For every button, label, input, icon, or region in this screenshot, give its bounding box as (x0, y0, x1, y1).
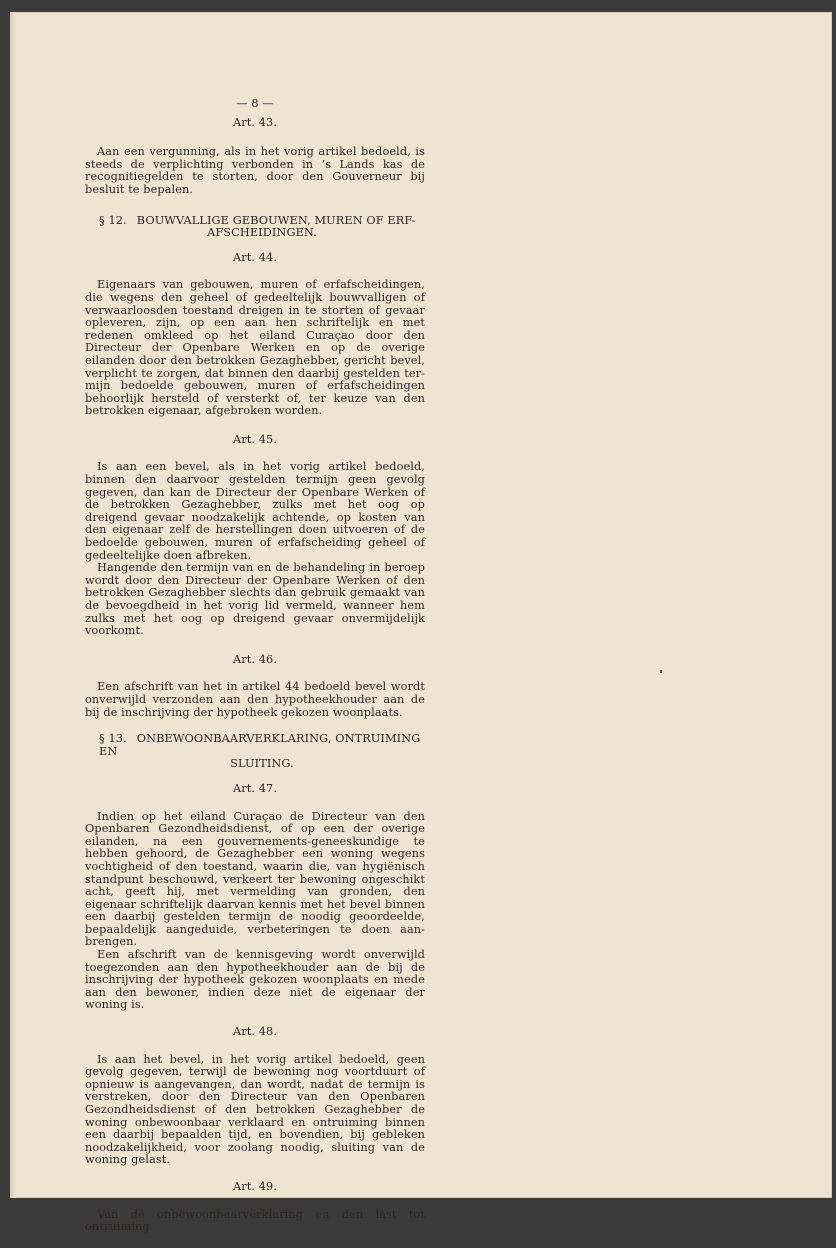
section-13-title-line-1: ONBEWOONBAARVERKLARING, ONTRUIMING EN (99, 732, 421, 758)
article-45-paragraph-2: Hangende den termijn van en de behandeling in beroep wordt door den Directeur der Openbare Werken of den betrokken Gezaghebber slechts dan gebruik gemaakt van de bevoegdheid in het vorig lid vermeld, wanneer hem zulks met het oog op dreigend gevaar onvermijdelijk voorkomt. (85, 561, 425, 638)
page-text-column (85, 98, 425, 1248)
scanned-page (10, 12, 832, 1234)
article-46-body (85, 681, 425, 719)
article-49-paragraph-1: Van de onbewoonbaarverklaring en den last tot ontruiming (85, 1207, 425, 1234)
article-45-heading: Art. 45. (232, 432, 278, 446)
article-45-body (85, 461, 425, 637)
article-46-heading: Art. 46. (232, 652, 278, 666)
article-43-heading: Art. 43. (232, 115, 278, 129)
article-48-paragraph-1: Is aan het bevel, in het vorig artikel bedoeld, geen gevolg gegeven, terwijl de bewoning nog voortduurt of opnieuw is aangevangen, dan wordt, nadat de termijn is verstreken, door den Directeur van den Openbaren Gezondheidsdienst of den betrokken Gezaghebber de woning onbewoonbaar verklaard en ontruiming binnen een daarbij bepaalden tijd, en bovendien, bij gebleken noodzakelijkheid, voor zoolang noodig, sluiting van de woning gelast. (85, 1052, 425, 1167)
article-49-heading: Art. 49. (232, 1179, 278, 1193)
section-12-title-line-2: AFSCHEIDINGEN. (207, 226, 317, 240)
section-13-number: § 13. (99, 732, 127, 746)
section-12-title (85, 215, 425, 240)
article-44-body (85, 279, 425, 418)
article-48-heading: Art. 48. (232, 1025, 278, 1039)
article-47-paragraph-1: Indien op het eiland Curaçao de Directeur van den Openbaren Gezondheidsdienst, of op een der overige eilanden, na een gouvernements-geneeskundige te hebben gehoord, de Gezaghebber een woning wegens vochtigheid of den toestand, waarin die, van hygiënisch standpunt beschouwd, verkeert ter bewoning ongeschikt acht, geeft hij, met vermelding van gronden, den eigenaar schriftelijk daarvan kennis met het bevel binnen een daarbij gestelden termijn de noodig geoordeelde, bepaaldelijk aangeduide, verbeteringen te doen aanbrengen. (85, 809, 425, 949)
section-13-title-line-2: SLUITING. (230, 757, 294, 771)
article-47-heading: Art. 47. (232, 781, 278, 795)
section-12-number: § 12. (99, 213, 127, 227)
page-edge-shadow (10, 12, 16, 1198)
article-44-paragraph-1: Eigenaars van gebouwen, muren of erfafscheidingen, die wegens den geheel of gedeeltelijk bouwvalligen of verwaarloosden toestand dreigen in te storten of gevaar opleveren, zijn, op een aan hen schriftelijk en met redenen omkleed op het eiland Curaçao door den Directeur der Openbare Werken en op de overige eilanden door den betrokken Gezaghebber, gericht bevel, verplicht te zorgen, dat binnen den daarbij gestelden termijn bedoelde gebouwen, muren of erfafscheidingen behoorlijk hersteld of versterkt of, ter keuze van den betrokken eigenaar, afgebroken worden. (85, 278, 425, 418)
article-45-paragraph-1: Is aan een bevel, als in het vorig artikel bedoeld, binnen den daarvoor gestelden termijn geen gevolg gegeven, dan kan de Directeur der Openbare Werken of de betrokken Gezaghebber, zulks met het oog op dreigend gevaar noodzakelijk achtende, op kosten van den eigenaar zelf de herstellingen doen uitvoeren of de bedoelde gebouwen, muren of erfafscheiding geheel of gedeeltelijke doen afbreken. (85, 460, 425, 562)
article-43-paragraph-1: Aan een vergunning, als in het vorig artikel bedoeld, is steeds de verplichting verbonden in ’s Lands kas de recognitiegelden te storten, door den Gouverneur bij besluit te bepalen. (85, 145, 425, 196)
article-47-body (85, 811, 425, 1013)
speck-mark (660, 670, 662, 673)
section-12-title-line-1: BOUWVALLIGE GEBOUWEN, MUREN OF ERF- (136, 213, 416, 227)
article-43-body (85, 146, 425, 196)
article-44-heading: Art. 44. (232, 250, 278, 264)
article-47-paragraph-2: Een afschrift van de kennisgeving wordt onverwijld toegezonden aan den hypotheekhouder aan de bij de inschrijving der hypotheek gekozen woonplaats en mede aan den bewoner, indien deze niet de eigenaar der woning is. (85, 948, 425, 1012)
article-46-paragraph-1: Een afschrift van het in artikel 44 bedoeld bevel wordt onverwijld verzonden aan den hypotheekhouder aan de bij de inschrijving der hypotheek gekozen woonplaats. (85, 680, 425, 719)
page-number: — 8 — (236, 97, 274, 110)
article-49-body (85, 1209, 425, 1234)
article-48-body (85, 1054, 425, 1167)
section-13-title (85, 733, 425, 771)
